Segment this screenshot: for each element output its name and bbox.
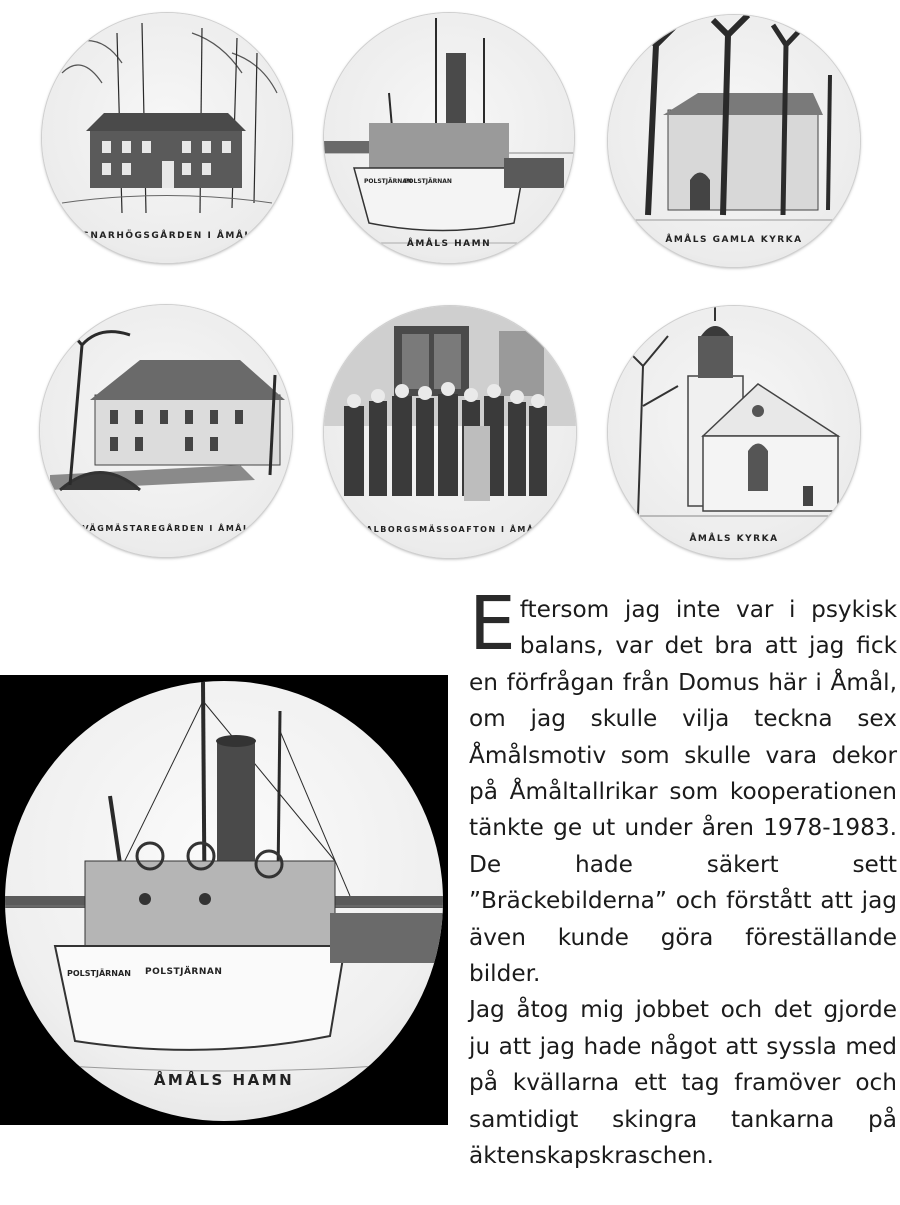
story-paragraph-2: Jag åtog mig jobbet och det gjorde ju att jag hade något att syssla med på kvällarna ett tag framöver och samtidigt skingra tankarna på äktenskapskraschen. [469, 996, 897, 1170]
plate-caption: SNARHÖGSGÅRDEN I ÅMÅL [82, 231, 252, 241]
plate-caption: ÅMÅLS HAMN [406, 239, 492, 249]
plate-amals-hamn [324, 13, 574, 263]
plate-drawing [40, 305, 292, 557]
plate-valborgsmassoafton [324, 306, 576, 558]
plate-drawing [608, 306, 860, 558]
plate-caption: ÅMÅLS KYRKA [689, 534, 779, 544]
feature-plate-amals-hamn [5, 681, 443, 1121]
plate-caption: VALBORGSMÄSSOAFTON I ÅMÅL [358, 525, 542, 534]
plate-snarhogsgarden [42, 13, 292, 263]
story-paragraph-1 [469, 581, 897, 992]
drop-cap: E [469, 581, 516, 667]
feature-plate-caption: ÅMÅLS HAMN [153, 1071, 295, 1089]
plate-amals-kyrka [608, 306, 860, 558]
plate-drawing [324, 13, 574, 263]
plate-caption: VÄGMÄSTAREGÅRDEN I ÅMÅL [82, 524, 250, 533]
ship-name-label-right: POLSTJÄRNAN [145, 967, 223, 977]
ship-name-label: POLSTJÄRNAN [364, 178, 412, 185]
plate-amals-gamla-kyrka [608, 15, 860, 267]
story-text [469, 581, 897, 1175]
plate-drawing [324, 306, 576, 558]
plate-drawing [42, 13, 292, 263]
ship-name-label: POLSTJÄRNAN [404, 178, 452, 185]
plate-drawing [608, 15, 860, 267]
plate-caption: ÅMÅLS GAMLA KYRKA [665, 235, 803, 245]
story-paragraph-1-text: ftersom jag inte var i psykisk balans, var det bra att jag fick en förfrågan från Domus här i Åmål, om jag skulle vilja teckna sex Åmålsmotiv som skulle vara dekor på Åmåltallrikar som kooperationen tänkte ge ut under åren 1978-1983. De hade säkert sett ”Bräckebilderna” och förstått att jag även kunde göra föreställande bilder. [469, 596, 897, 988]
ship-name-label-left: POLSTJÄRNAN [67, 969, 131, 978]
plate-vagmastaregarden [40, 305, 292, 557]
feature-plate-drawing [5, 681, 443, 1121]
